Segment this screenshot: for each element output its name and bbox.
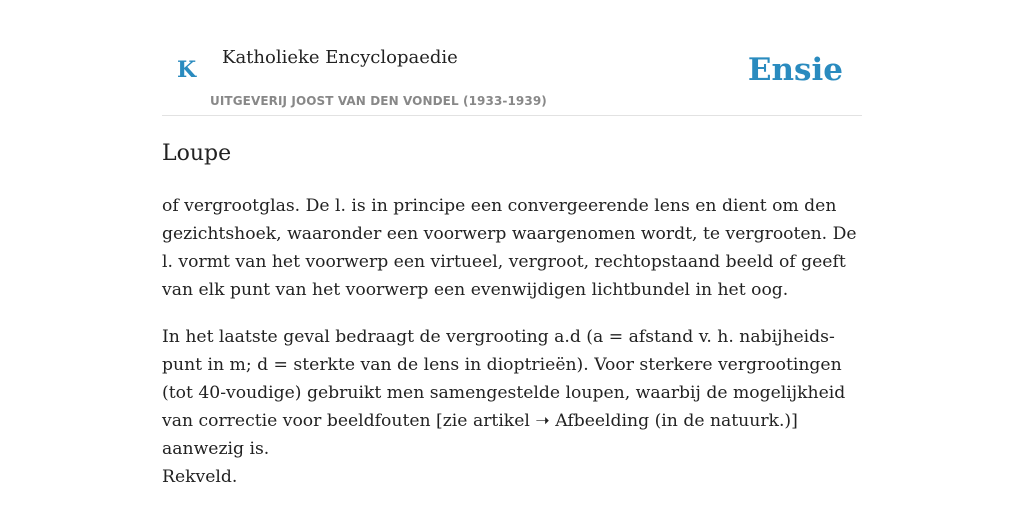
paragraph-2-text-after-link: ] aanwezig is. <box>162 411 798 459</box>
header-divider <box>162 115 862 116</box>
paragraph-2 <box>162 323 862 491</box>
entry-body <box>162 192 862 510</box>
author: Rekveld. <box>162 467 238 487</box>
paragraph-2-text-before-link: In het laatste geval bedraagt de vergrooting a.d (a = afstand v. h. nabijheids-punt in m; d = sterkte van de lens in dioptrieën). Voor sterkere vergrootingen (tot 40-voudige) gebruikt men samengestelde loupen, waarbij de mogelijkheid van correctie voor beeldfouten [zie artikel <box>162 327 846 431</box>
entry-title: Loupe <box>162 141 232 166</box>
arrow-icon: ➝ <box>535 411 550 431</box>
site-title[interactable]: Katholieke Encyclopaedie <box>222 47 458 68</box>
logo-k[interactable]: K <box>177 57 197 83</box>
publisher-subtitle: UITGEVERIJ JOOST VAN DEN VONDEL (1933-1939) <box>210 94 547 108</box>
brand-logo[interactable]: Ensie <box>747 52 843 88</box>
paragraph-1: of vergrootglas. De l. is in principe een convergeerende lens en dient om den gezichtshoek, waaronder een voorwerp waargenomen wordt, te vergrooten. De l. vormt van het voorwerp een virtueel, vergroot, rechtopstaand beeld of geeft van elk punt van het voorwerp een evenwijdigen lichtbundel in het oog. <box>162 196 857 300</box>
article-link[interactable]: Afbeelding (in de natuurk.) <box>555 411 792 431</box>
